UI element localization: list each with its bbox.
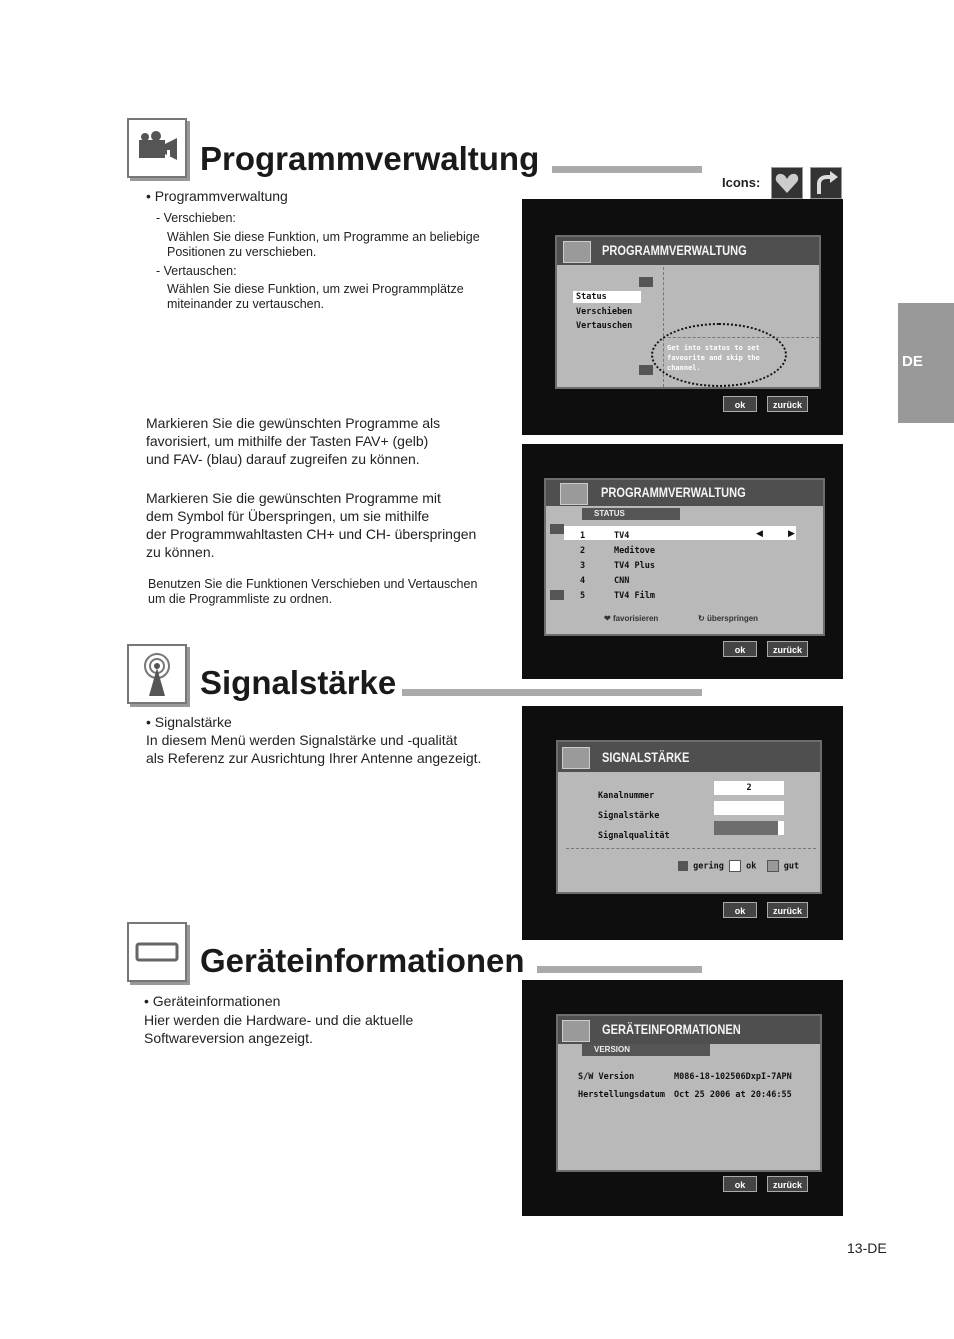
screen-geraeteinformationen: [522, 980, 843, 1216]
menu-item-vertauschen[interactable]: Vertauschen: [576, 321, 633, 331]
scroll-down-icon[interactable]: [550, 590, 564, 600]
menu-panel: [555, 235, 821, 389]
screen-programmverwaltung: [522, 199, 843, 435]
language-label: DE: [902, 353, 923, 370]
signal-strength-bar: [714, 801, 784, 815]
ok-button[interactable]: ok: [723, 641, 757, 657]
version-tab[interactable]: VERSION: [582, 1044, 710, 1056]
channel-num: 3: [580, 561, 586, 571]
channel-number-field[interactable]: 2: [714, 781, 784, 795]
signal-panel: [556, 740, 822, 894]
section-divider: [402, 689, 702, 696]
paragraph-favorites: Markieren Sie die gewünschten Programme als favorisiert, um mithilfe der Tasten FAV+ (gelb) und FAV- (blau) darauf zugreifen zu können.: [146, 415, 441, 467]
section-divider: [552, 166, 702, 173]
quality-legend: gering ok gut: [678, 860, 799, 872]
bullet-signalstaerke: • Signalstärke: [146, 714, 232, 730]
sub-vertauschen: - Vertauschen:: [156, 264, 237, 278]
paragraph-arrange: Benutzen Sie die Funktionen Verschieben und Vertauschen um die Programmliste zu ordnen.: [148, 577, 478, 606]
channel-num: 4: [580, 576, 586, 586]
channel-num: 5: [580, 591, 586, 601]
info-labels: S/W Version Herstellungsdatum: [578, 1072, 665, 1100]
device-icon: [127, 922, 187, 982]
geraeteinformationen-desc: Hier werden die Hardware- und die aktuelle Softwareversion angezeigt.: [144, 1012, 414, 1046]
icons-label: Icons:: [722, 175, 761, 190]
screen-title: PROGRAMMVERWALTUNG: [602, 243, 747, 258]
video-camera-icon: [560, 483, 588, 505]
signalstaerke-desc: In diesem Menü werden Signalstärke und -qualität als Referenz zur Ausrichtung Ihrer Antenne angezeigt.: [146, 732, 482, 766]
screen-title: SIGNALSTÄRKE: [602, 750, 690, 765]
bullet-programmverwaltung: • Programmverwaltung: [146, 188, 288, 204]
legend-ok-swatch: [729, 860, 741, 872]
favorite-heart-icon: [771, 167, 803, 199]
section-title-geraeteinformationen: Geräteinformationen: [200, 942, 525, 979]
screen-title: GERÄTEINFORMATIONEN: [602, 1022, 741, 1037]
scroll-down-icon[interactable]: [639, 365, 653, 375]
bullet-geraeteinformationen: • Geräteinformationen: [144, 993, 281, 1009]
screen-signalstaerke: [522, 706, 843, 940]
channel-name[interactable]: Meditove: [614, 546, 655, 556]
device-icon: [562, 1020, 590, 1042]
verschieben-desc-2: Positionen zu verschieben.: [167, 245, 317, 259]
info-values: M086-18-102506DxpI-7APN Oct 25 2006 at 20:46:55: [674, 1072, 792, 1100]
back-button[interactable]: zurück: [767, 641, 808, 657]
channel-name[interactable]: TV4 Film: [614, 591, 655, 601]
heart-icon: ❤: [604, 614, 611, 623]
channel-names: [614, 529, 655, 604]
signal-quality-bar: [714, 821, 784, 835]
sub-verschieben: - Verschieben:: [156, 211, 236, 225]
channel-name[interactable]: TV4: [614, 531, 630, 541]
section-title-programmverwaltung: Programmverwaltung: [200, 140, 540, 177]
screen-title: PROGRAMMVERWALTUNG: [601, 485, 746, 500]
info-panel: [556, 1014, 822, 1172]
back-button[interactable]: zurück: [767, 1176, 808, 1192]
ok-button[interactable]: ok: [723, 902, 757, 918]
signal-labels: Kanalnummer Signalstärke Signalqualität: [598, 791, 670, 841]
skip-icon: ↻: [698, 614, 705, 623]
paragraph-skip: Markieren Sie die gewünschten Programme mit dem Symbol für Überspringen, um sie mithilfe der Programmwahltasten CH+ und CH- überspringen zu können.: [146, 490, 477, 560]
scroll-up-icon[interactable]: [550, 524, 564, 534]
skip-arrow-icon: [810, 167, 842, 199]
section-title-signalstaerke: Signalstärke: [200, 664, 397, 701]
language-side-tab: [898, 303, 954, 423]
antenna-icon: [562, 747, 590, 769]
verschieben-desc-1: Wählen Sie diese Funktion, um Programme an beliebige: [167, 230, 480, 244]
menu-item-verschieben[interactable]: Verschieben: [576, 307, 633, 317]
page-number: 13-DE: [847, 1240, 887, 1256]
vertauschen-desc-2: miteinander zu vertauschen.: [167, 297, 325, 311]
channel-name[interactable]: CNN: [614, 576, 630, 586]
tip-text: Get into status to set favourite and skip the channel.: [667, 344, 760, 372]
legend-skip: ↻ überspringen: [698, 614, 759, 623]
back-button[interactable]: zurück: [767, 902, 808, 918]
legend-good-swatch: [767, 860, 779, 872]
arrow-left-icon[interactable]: ◀: [756, 528, 763, 538]
channel-name[interactable]: TV4 Plus: [614, 561, 655, 571]
section-divider: [537, 966, 702, 973]
legend-low-swatch: [678, 861, 688, 871]
scroll-up-icon[interactable]: [639, 277, 653, 287]
ok-button[interactable]: ok: [723, 396, 757, 412]
video-camera-icon: [563, 241, 591, 263]
antenna-icon: [127, 644, 187, 704]
screen-status: [522, 444, 843, 679]
back-button[interactable]: zurück: [767, 396, 808, 412]
menu-item-status[interactable]: Status: [573, 291, 641, 303]
channel-num: 2: [580, 546, 586, 556]
status-tab[interactable]: STATUS: [582, 508, 680, 520]
vertauschen-desc-1: Wählen Sie diese Funktion, um zwei Programmplätze: [167, 282, 464, 296]
channel-num: 1: [580, 531, 586, 541]
status-panel: [544, 478, 825, 636]
channel-numbers: [580, 529, 585, 604]
video-camera-icon: [127, 118, 187, 178]
legend-favorite: ❤ favorisieren: [604, 614, 659, 623]
arrow-right-icon[interactable]: ▶: [788, 528, 795, 538]
ok-button[interactable]: ok: [723, 1176, 757, 1192]
